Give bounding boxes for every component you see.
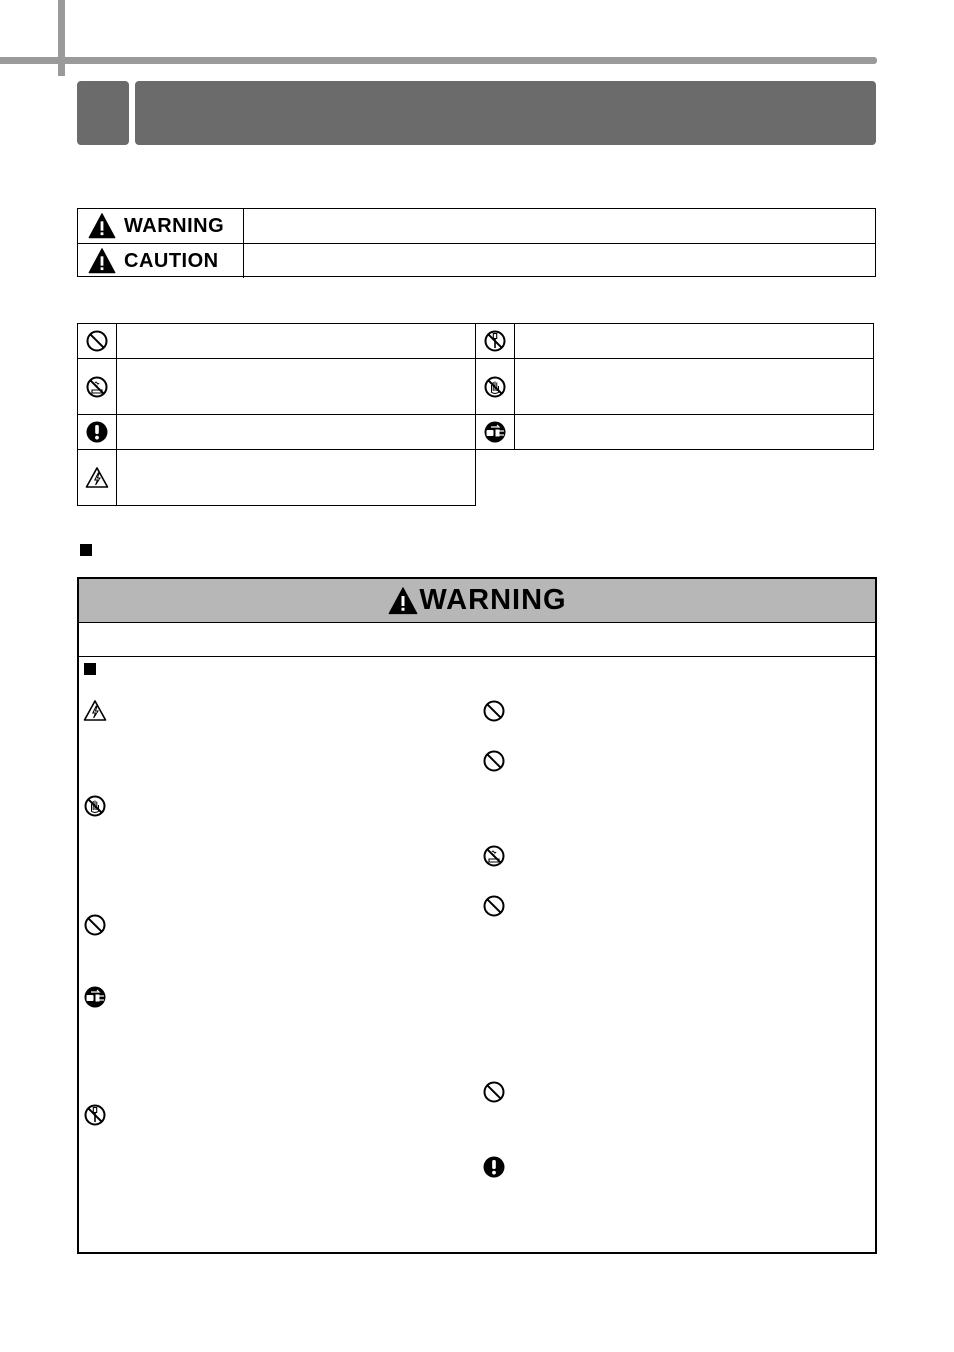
- symbol-row: [475, 414, 874, 450]
- prohibition-icon: [83, 913, 107, 937]
- prohibition-icon: [482, 699, 506, 723]
- symbol-row: [77, 358, 476, 415]
- warning-box-header: [79, 579, 875, 623]
- page-margin-rule-vertical: [58, 0, 65, 76]
- mandatory-action-icon: [482, 1155, 506, 1179]
- no-disassembly-icon: [483, 329, 507, 353]
- no-touch-icon: [483, 375, 507, 399]
- symbol-row: [77, 323, 476, 359]
- subsection-bullet-square: [84, 663, 96, 675]
- signal-row-warning: [78, 209, 875, 243]
- symbol-cell: [77, 449, 117, 506]
- signal-label-warning: [78, 209, 244, 243]
- caution-triangle-icon: [86, 247, 118, 275]
- warning-triangle-icon: [86, 212, 118, 240]
- symbol-cell: [77, 323, 117, 359]
- prohibition-icon: [482, 1080, 506, 1104]
- mandatory-action-icon: [85, 420, 109, 444]
- warning-box-title: WARNING: [419, 584, 567, 616]
- symbol-cell: [475, 323, 515, 359]
- no-water-icon: [85, 375, 109, 399]
- caution-label-text: CAUTION: [124, 249, 219, 272]
- signal-row-caution: [78, 243, 875, 278]
- page-margin-rule-horizontal: [0, 57, 877, 64]
- electric-shock-icon: [85, 466, 109, 490]
- prohibition-icon: [85, 329, 109, 353]
- symbol-cell: [77, 414, 117, 450]
- warning-triangle-icon: [387, 586, 419, 616]
- symbol-row: [475, 358, 874, 415]
- no-touch-icon: [83, 794, 107, 818]
- unplug-icon: [83, 985, 107, 1009]
- symbol-cell: [475, 414, 515, 450]
- warning-box-subheader: [79, 623, 875, 657]
- section-title-bar: [135, 81, 876, 145]
- no-disassembly-icon: [83, 1103, 107, 1127]
- electric-shock-icon: [83, 699, 107, 723]
- symbol-row: [475, 323, 874, 359]
- section-bullet-square: [80, 544, 92, 556]
- warning-box: [77, 577, 877, 1254]
- prohibition-icon: [482, 894, 506, 918]
- warning-label-text: WARNING: [124, 214, 225, 237]
- signal-word-table: [77, 208, 876, 277]
- symbol-cell: [475, 358, 515, 415]
- unplug-icon: [483, 420, 507, 444]
- prohibition-icon: [482, 749, 506, 773]
- signal-label-caution: [78, 244, 244, 278]
- section-number-bar: [77, 81, 129, 145]
- symbol-row: [77, 414, 476, 450]
- no-water-icon: [482, 844, 506, 868]
- symbol-cell: [77, 358, 117, 415]
- symbol-row: [77, 449, 476, 506]
